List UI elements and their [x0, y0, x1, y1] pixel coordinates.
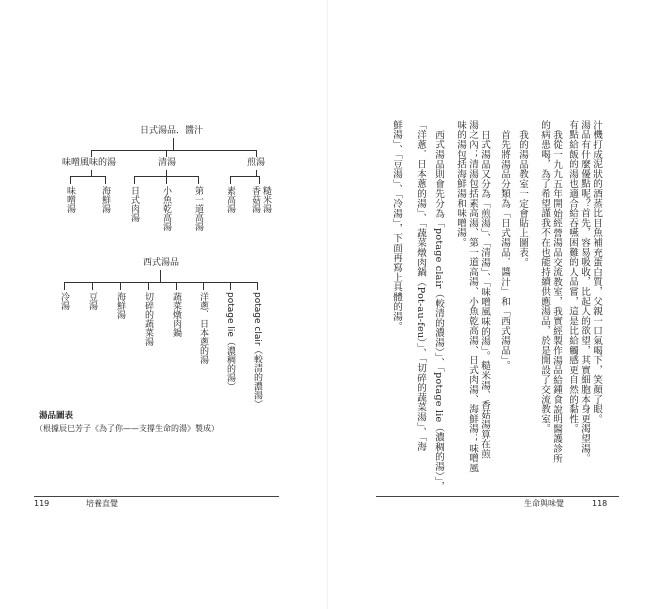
- tree-line: [120, 282, 121, 290]
- tree-line: [70, 176, 106, 177]
- body-column: 汁機打成泥狀的酒蒸比目魚補充蛋白質，父親一口氣喝下，笑顏了眼。: [591, 120, 602, 424]
- tree-line: [259, 176, 260, 184]
- running-footer-title: 生命與味覺: [524, 499, 564, 508]
- footer-rule: [34, 496, 279, 497]
- tree-line: [176, 282, 177, 290]
- japanese-root-label: 日式湯品．醬汁: [140, 126, 204, 136]
- branch-clear: 清湯: [158, 158, 177, 168]
- leaf-potage-clair: potage clair（較清的濃湯）: [252, 292, 262, 409]
- leaf-potage-lie: potage lie（濃稠的湯）: [225, 292, 235, 391]
- tree-line: [148, 282, 149, 290]
- page-number: 118: [592, 499, 608, 508]
- tree-line: [230, 176, 231, 184]
- tree-line: [198, 176, 199, 184]
- footer-rule: [376, 496, 619, 497]
- branch-miso: 味噌風味的湯: [62, 158, 117, 168]
- leaf-onion-soup: 洋蔥．日本蔥的湯: [198, 292, 208, 364]
- tree-line: [91, 150, 92, 157]
- body-column: 的病患喝，為了希望謹我不在也能持續供應湯品，於是開設了交流教室。: [539, 120, 550, 434]
- body-column: 味的湯包括海鮮湯和味噌湯。: [455, 120, 466, 248]
- body-column: 鮮湯」、「豆湯」、「冷湯」，下面再寫上具體的湯。: [391, 120, 402, 332]
- leaf-western-seafood-soup: 海鮮湯: [115, 292, 125, 319]
- leaf-cold-soup: 冷湯: [59, 292, 69, 310]
- body-column: 首先將湯品分類為「日式湯品．醬汁」和「西式湯品」。: [499, 130, 510, 371]
- tree-line: [70, 176, 71, 184]
- chart-caption-title: 湯品圖表: [39, 411, 74, 421]
- body-column: 有點給飯的湯也適合給吞嚥困難的人品嘗，這是比給觸感更自然的黏性。: [567, 120, 578, 434]
- tree-line: [166, 150, 167, 157]
- tree-line: [166, 176, 167, 184]
- tree-line: [173, 138, 174, 150]
- body-column: 湯品有什麼優點呢？首先，容易吸收，比起人的欲望，其實細胞本身更渴望湯。: [579, 120, 590, 463]
- tree-line: [64, 282, 65, 290]
- tree-line: [203, 282, 204, 290]
- body-column: 湯之內；清湯包括素高湯、第一道高湯、小魚乾高湯、日式肉湯、海鮮湯；味噌風: [467, 120, 478, 473]
- leaf-first-stock: 第一道高湯: [193, 186, 203, 231]
- running-footer-title: 培養直覺: [86, 499, 118, 508]
- body-column: 我的湯品教室一定會貼上圖表。: [517, 130, 528, 268]
- leaf-pot-au-feu: 蔬菜燉肉鍋: [171, 292, 181, 337]
- body-column: 我從一九九五年開始經營湯品交流教室，我實經製作湯品給鍾食說明醫護診所: [551, 130, 562, 464]
- body-column: 「洋蔥．日本蔥的湯」、「蔬菜燉肉鍋（Pot-au-feu）」、「切碎的蔬菜湯」、「海: [415, 120, 426, 452]
- body-column: 西式湯品則會先分為「potage clair（較清的濃湯）」、「potage lie（濃稠的湯）」，: [433, 130, 444, 492]
- chart-caption-source: （根據辰巳芳子《為了你——支撐生命的湯》製成）: [35, 424, 219, 433]
- tree-line: [105, 176, 106, 184]
- tree-line: [230, 282, 231, 290]
- tree-line: [230, 176, 260, 177]
- tree-line: [91, 150, 257, 151]
- leaf-chopped-veg-soup: 切碎的蔬菜湯: [143, 292, 153, 346]
- leaf-bean-soup: 豆湯: [87, 292, 97, 310]
- tree-line: [64, 282, 258, 283]
- western-root-label: 西式湯品: [143, 258, 180, 268]
- leaf-veg-stock: 素高湯: [225, 186, 235, 213]
- tree-line: [257, 282, 258, 290]
- leaf-brown-rice-soup: 糙米湯: [261, 186, 271, 213]
- leaf-dried-fish-stock: 小魚乾高湯: [161, 186, 171, 231]
- leaf-japanese-meat-soup: 日式肉湯: [129, 186, 139, 222]
- tree-line: [160, 270, 161, 282]
- leaf-mushroom-soup: 香菇湯: [250, 186, 260, 213]
- leaf-miso-soup: 味噌湯: [65, 186, 75, 213]
- branch-fried: 煎湯: [247, 158, 266, 168]
- page-number: 119: [34, 499, 50, 508]
- right-page: [328, 0, 655, 609]
- leaf-seafood-soup: 海鮮湯: [100, 186, 110, 213]
- tree-line: [92, 282, 93, 290]
- body-column: 日式湯品又分為「煎湯」、「清湯」、「味噌風味的湯」。糙米湯、香菇湯算在煎: [479, 130, 490, 459]
- left-page: [0, 0, 327, 609]
- tree-line: [256, 150, 257, 157]
- tree-line: [134, 176, 135, 184]
